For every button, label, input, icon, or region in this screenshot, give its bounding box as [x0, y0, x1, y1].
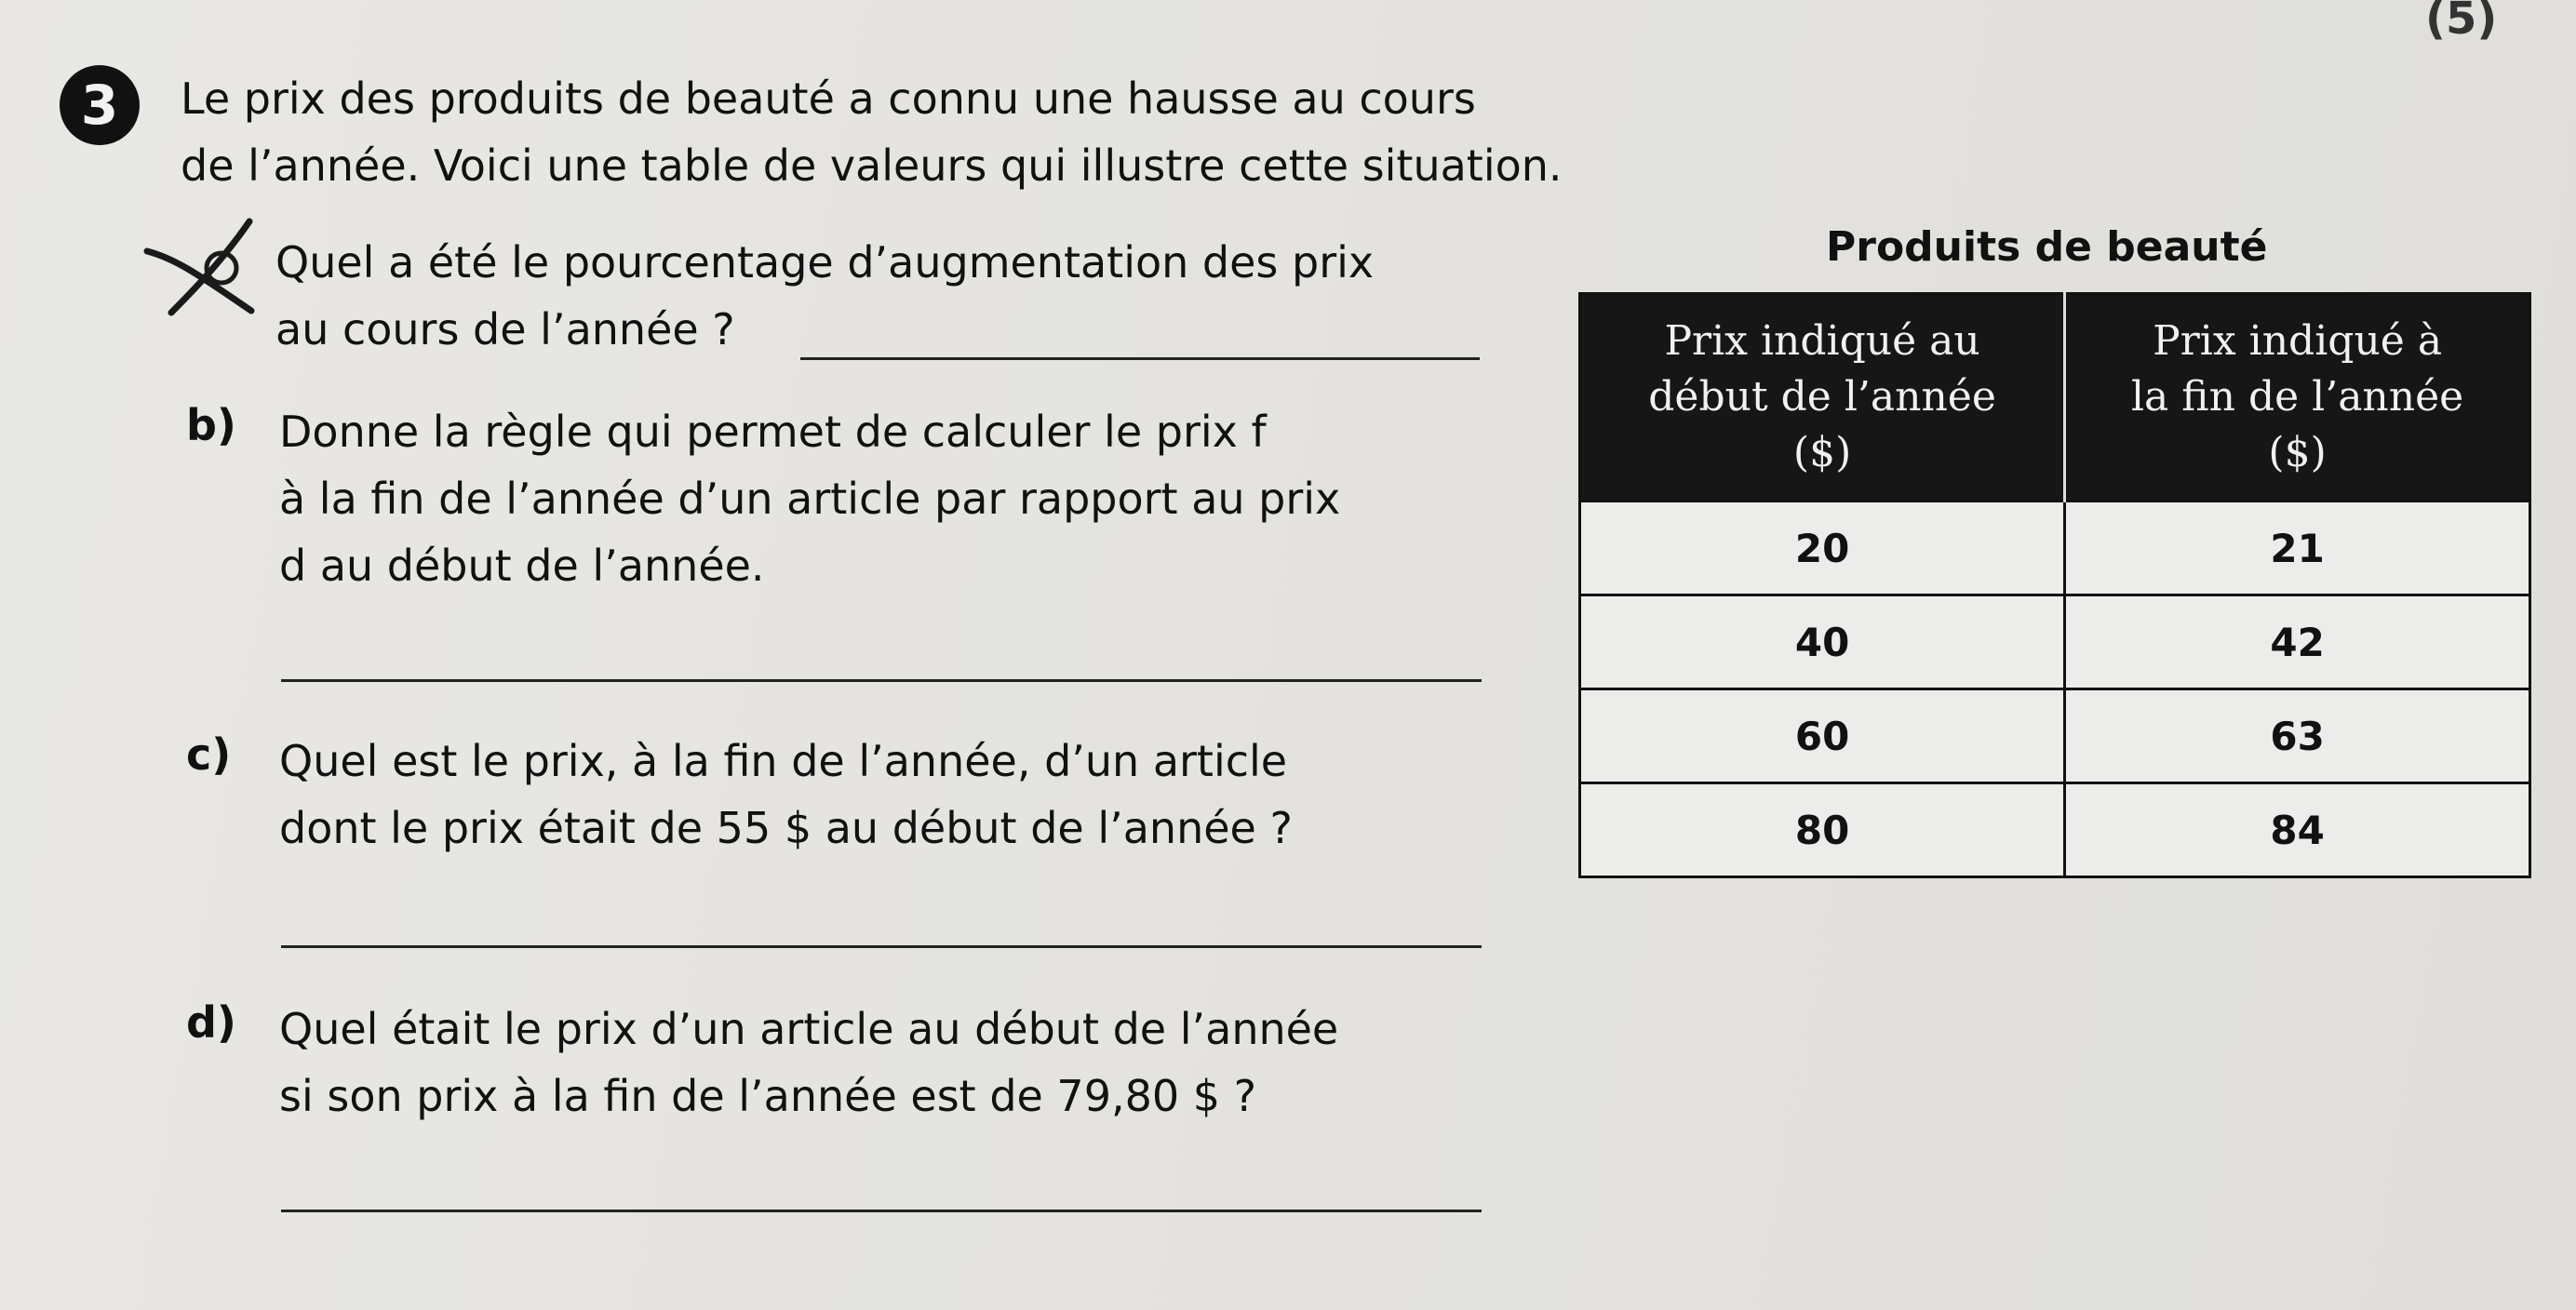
- header-end-price: [2065, 294, 2530, 501]
- header-end-line-1: Prix indiqué à: [2153, 317, 2443, 365]
- header-start-line-2: début de l’année: [1648, 373, 1996, 421]
- question-b-line-3: d au début de l’année.: [279, 541, 765, 591]
- handwritten-x-icon: [140, 214, 270, 316]
- table-row: [1580, 783, 2530, 877]
- table-cell: 42: [2065, 595, 2530, 689]
- question-d-line-1: Quel était le prix d’un article au début de l’année: [279, 1004, 1339, 1054]
- header-start-price: [1580, 294, 2065, 501]
- answer-line-d[interactable]: [281, 1210, 1482, 1212]
- score-mark: (5): [2425, 0, 2498, 45]
- table-title: Produits de beauté: [1826, 223, 2268, 271]
- table-cell: 80: [1580, 783, 2065, 877]
- table-row: [1580, 595, 2530, 689]
- table-cell: 20: [1580, 501, 2065, 595]
- intro-line-2: de l’année. Voici une table de valeurs qui illustre cette situation.: [181, 140, 1563, 191]
- table-row: [1580, 689, 2530, 783]
- table-cell: 60: [1580, 689, 2065, 783]
- header-start-unit: ($): [1792, 429, 1852, 476]
- header-end-line-2: la fin de l’année: [2130, 373, 2464, 421]
- question-b: [279, 398, 1340, 599]
- question-a-line-2: au cours de l’année ?: [275, 304, 735, 354]
- question-b-line-2: à la fin de l’année d’un article par rapport au prix: [279, 474, 1341, 524]
- table-row: [1580, 501, 2530, 595]
- table-cell: 40: [1580, 595, 2065, 689]
- exercise-number: 3: [60, 65, 140, 145]
- question-c: [279, 728, 1293, 862]
- question-c-line-1: Quel est le prix, à la fin de l’année, d’un article: [279, 736, 1288, 786]
- header-end-unit: ($): [2268, 429, 2327, 476]
- intro-line-1: Le prix des produits de beauté a connu une hausse au cours: [181, 74, 1476, 124]
- table-header-row: [1580, 294, 2530, 501]
- question-c-letter: c): [186, 729, 232, 780]
- question-b-letter: b): [186, 400, 236, 450]
- question-a: [275, 229, 1374, 363]
- table-cell: 21: [2065, 501, 2530, 595]
- question-a-line-1: Quel a été le pourcentage d’augmentation des prix: [275, 237, 1375, 287]
- answer-line-b[interactable]: [281, 679, 1482, 682]
- question-c-line-2: dont le prix était de 55 $ au début de l’année ?: [279, 803, 1293, 853]
- exercise-intro: [181, 65, 1563, 199]
- table-cell: 63: [2065, 689, 2530, 783]
- answer-line-a[interactable]: [800, 357, 1480, 360]
- header-start-line-1: Prix indiqué au: [1664, 317, 1980, 365]
- price-table: [1578, 292, 2531, 878]
- question-d: [279, 996, 1338, 1130]
- answer-line-c[interactable]: [281, 945, 1482, 948]
- table-cell: 84: [2065, 783, 2530, 877]
- question-d-letter: d): [186, 997, 236, 1048]
- question-d-line-2: si son prix à la fin de l’année est de 79,80 $ ?: [279, 1071, 1257, 1121]
- question-b-line-1: Donne la règle qui permet de calculer le prix f: [279, 407, 1267, 457]
